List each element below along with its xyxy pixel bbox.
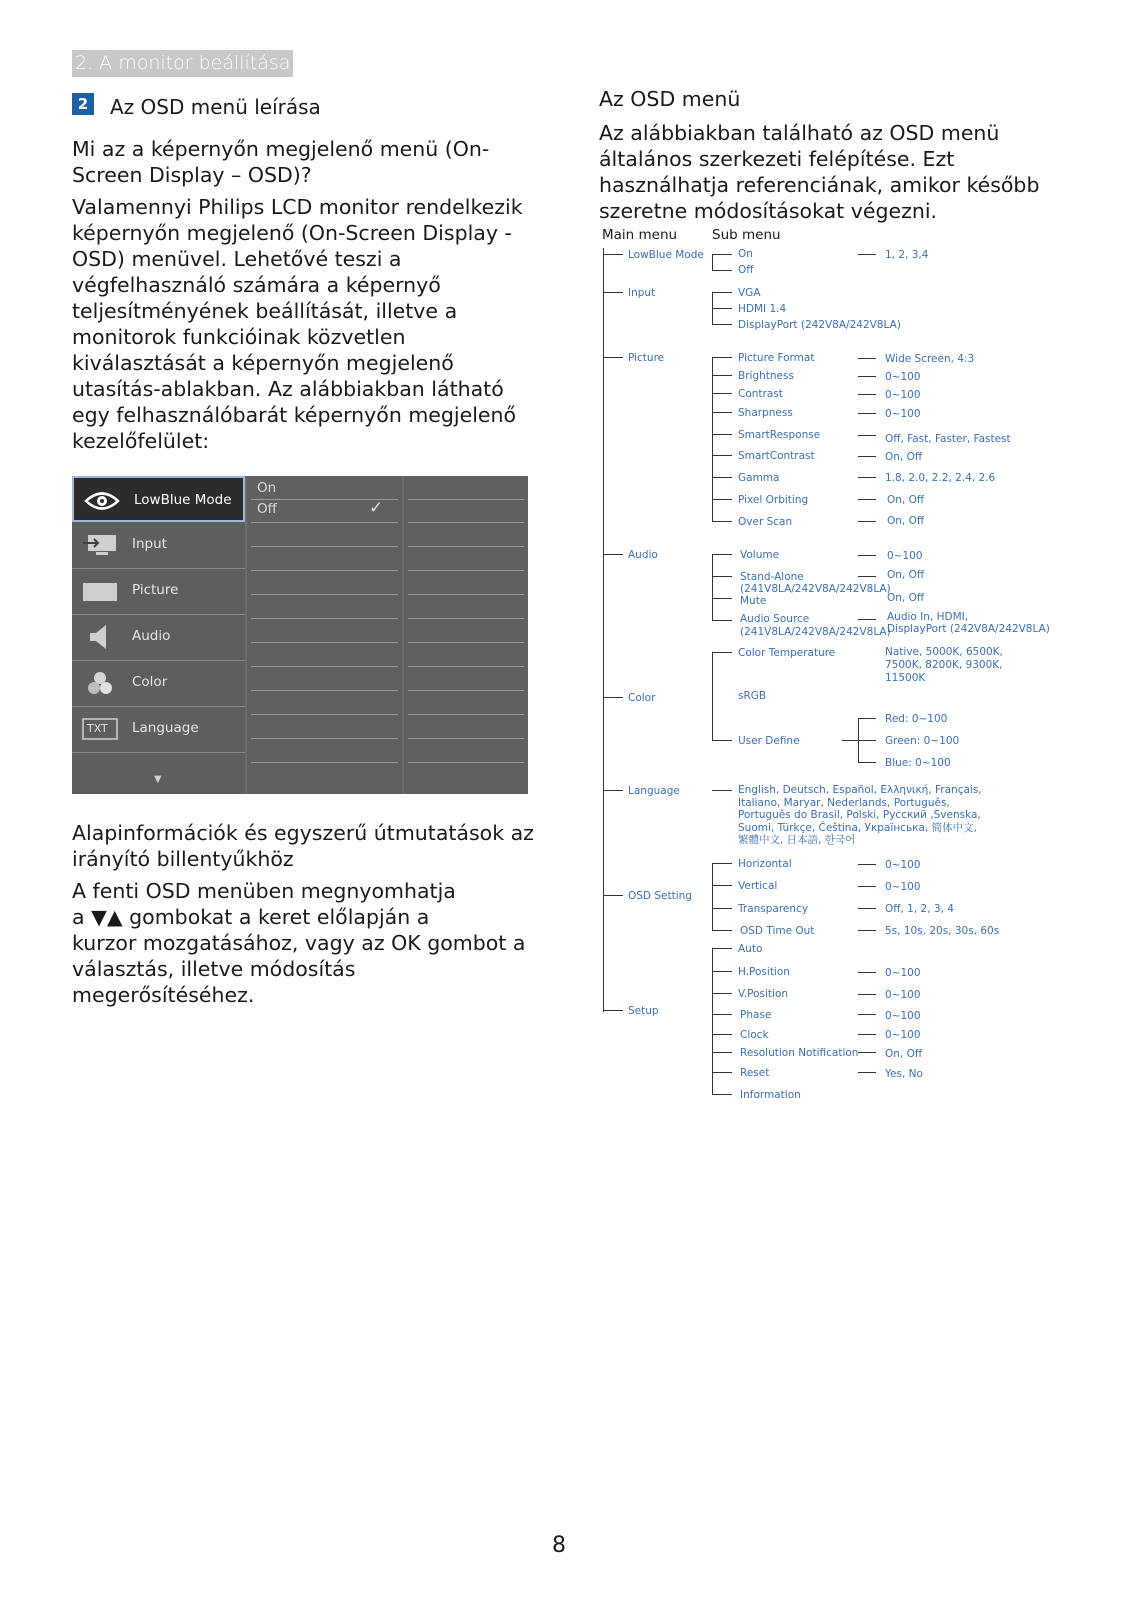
tree-color-value: Green: 0~100 <box>885 735 960 747</box>
tree-picture-item: Contrast <box>738 388 783 400</box>
tree-audio-item: Mute <box>740 595 767 607</box>
tree-picture-value: 0~100 <box>885 408 921 420</box>
speaker-icon <box>82 624 118 650</box>
tree-setup-value: 0~100 <box>885 1029 921 1041</box>
tree-picture-value: 1.8, 2.0, 2.2, 2.4, 2.6 <box>885 472 996 484</box>
basics-line-2: a ▼▲ gombokat a keret előlapján a <box>72 905 430 929</box>
eye-icon <box>84 488 120 514</box>
chapter-header: 2. A monitor beállítása <box>72 50 293 77</box>
tree-picture-item: Brightness <box>738 370 794 382</box>
basics-line-1: A fenti OSD menüben megnyomhatja <box>72 879 456 903</box>
tree-color-item: User Define <box>738 735 800 747</box>
tree-picture-item: SmartResponse <box>738 429 821 441</box>
tree-language-list: English, Deutsch, Español, Ελληνική, Français, <box>738 784 982 796</box>
section-number-badge: 2 <box>72 93 94 115</box>
tree-audio-value: DisplayPort (242V8A/242V8LA) <box>887 623 1050 635</box>
osd-item-label: Color <box>132 674 168 690</box>
tree-picture-value: 0~100 <box>885 389 921 401</box>
tree-picture-value: Off, Fast, Faster, Fastest <box>885 433 1011 445</box>
tree-setup-value: 0~100 <box>885 989 921 1001</box>
tree-language: Language <box>628 785 680 797</box>
tree-osd-item: Transparency <box>738 903 809 915</box>
question-heading: Mi az a képernyőn megjelenő menü (On-Screen Display – OSD)? <box>72 137 490 187</box>
tree-picture-item: Over Scan <box>738 516 793 528</box>
osd-option-off: Off <box>257 501 277 517</box>
osd-option-on: On <box>257 480 277 496</box>
tree-setup-value: On, Off <box>885 1048 923 1060</box>
page-number: 8 <box>552 1533 566 1558</box>
tree-osd-setting: OSD Setting <box>628 890 692 902</box>
intro-paragraph: Valamennyi Philips LCD monitor rendelkezik képernyőn megjelenő (On-Screen Display - OSD) menüvel. Lehetővé teszi a végfelhasználó számára a képernyő teljesítményének beállítását, illetve a monitorok funkcióinak közvetlen kiválasztását a képernyőn megjelenő utasítás-ablakban. Az alábbiakban látható egy felhasználóbarát képernyőn megjelenő kezelőfelület: <box>72 195 523 453</box>
check-icon: ✓ <box>369 498 384 518</box>
osd-menu-title: Az OSD menü <box>599 87 741 111</box>
basics-heading: Alapinformációk és egyszerű útmutatások az irányító billentyűkhöz <box>72 821 534 871</box>
tree-setup-value: 0~100 <box>885 967 921 979</box>
tree-setup-item: Information <box>740 1089 801 1101</box>
tree-input-hdmi: HDMI 1.4 <box>738 303 787 315</box>
tree-input-vga: VGA <box>738 287 761 299</box>
osd-item-input <box>72 522 245 569</box>
tree-language-list: Suomi, Türkçe, Čeština, Українська, 简体中文, <box>738 822 977 834</box>
basics-line-3: kurzor mozgatásához, vagy az OK gombot a választás, illetve módosítás megerősítéséhez. <box>72 931 526 1007</box>
tree-audio-item-note: (241V8LA/242V8A/242V8LA) <box>740 626 891 638</box>
tree-picture-value: Wide Screen, 4:3 <box>885 353 975 365</box>
osd-screenshot <box>72 476 528 794</box>
tree-osd-item: OSD Time Out <box>740 925 815 937</box>
tree-audio-item: Audio Source <box>740 613 810 625</box>
tree-language-list: Italiano, Maryar, Nederlands, Português, <box>738 797 950 809</box>
tree-picture-item: Pixel Orbiting <box>738 494 809 506</box>
tree-language-list: 繁體中文, 日本語, 한국어 <box>738 834 856 846</box>
osd-value-column <box>404 476 528 794</box>
osd-menu-intro: Az alábbiakban található az OSD menü általános szerkezeti felépítése. Ezt használhatja referenciának, amikor később szeretne módosításokat végezni. <box>599 121 1040 223</box>
tree-input-dp: DisplayPort (242V8A/242V8LA) <box>738 319 901 331</box>
txt-icon <box>82 716 118 742</box>
tree-osd-value: 0~100 <box>885 859 921 871</box>
svg-text:TXT: TXT <box>87 722 108 735</box>
tree-audio-item-note: (241V8LA/242V8A/242V8LA) <box>740 583 891 595</box>
color-circles-icon <box>82 670 118 696</box>
tree-setup-item: H.Position <box>738 966 790 978</box>
osd-item-label: Language <box>132 720 199 736</box>
osd-item-color <box>72 660 245 707</box>
tree-osd-item: Horizontal <box>738 858 792 870</box>
tree-lowblue-val: 1, 2, 3,4 <box>885 249 929 261</box>
tree-picture-item: Sharpness <box>738 407 793 419</box>
tree-osd-value: 0~100 <box>885 881 921 893</box>
tree-setup-item: V.Position <box>738 988 789 1000</box>
tree-picture: Picture <box>628 352 665 364</box>
tree-setup: Setup <box>628 1005 659 1017</box>
tree-color-value: 7500K, 8200K, 9300K, <box>885 659 1003 671</box>
arrow-keys-icon: ▼▲ <box>91 905 123 929</box>
osd-item-audio <box>72 614 245 661</box>
tree-audio-value: On, Off <box>887 592 925 604</box>
tree-setup-value: Yes, No <box>885 1068 923 1080</box>
tree-picture-item: Picture Format <box>738 352 815 364</box>
tree-picture-value: On, Off <box>885 451 923 463</box>
osd-item-label: LowBlue Mode <box>134 492 232 508</box>
tree-lowblue-off: Off <box>738 264 754 276</box>
tree-color-value: Blue: 0~100 <box>885 757 951 769</box>
section-title: Az OSD menü leírása <box>110 95 321 119</box>
tree-setup-item: Resolution Notification <box>740 1047 859 1059</box>
tree-picture-item: Gamma <box>738 472 780 484</box>
picture-icon <box>82 578 118 604</box>
tree-setup-value: 0~100 <box>885 1010 921 1022</box>
tree-audio-value: 0~100 <box>887 550 923 562</box>
osd-item-label: Picture <box>132 582 179 598</box>
tree-lowblue: LowBlue Mode <box>628 249 704 261</box>
tree-audio-item: Stand-Alone <box>740 571 804 583</box>
tree-setup-item: Clock <box>740 1029 769 1041</box>
tree-osd-item: Vertical <box>738 880 778 892</box>
osd-item-picture <box>72 568 245 615</box>
tree-color-item: sRGB <box>738 690 767 702</box>
tree-setup-item: Phase <box>740 1009 772 1021</box>
tree-color-value: 11500K <box>885 672 926 684</box>
tree-setup-item: Reset <box>740 1067 770 1079</box>
tree-color-value: Red: 0~100 <box>885 713 948 725</box>
tree-input: Input <box>628 287 656 299</box>
osd-item-label: Audio <box>132 628 171 644</box>
tree-color-value: Native, 5000K, 6500K, <box>885 646 1003 658</box>
tree-language-list: Português do Brasil, Polski, Русский ,Svenska, <box>738 809 981 821</box>
osd-item-label: Input <box>132 536 167 552</box>
header-sub-menu: Sub menu <box>712 227 781 243</box>
tree-osd-value: 5s, 10s, 20s, 30s, 60s <box>885 925 1000 937</box>
osd-main-menu <box>72 476 245 794</box>
tree-audio-value: Audio In, HDMI, <box>887 611 969 623</box>
osd-item-lowblue <box>72 476 245 522</box>
tree-lowblue-on: On <box>738 248 753 260</box>
tree-picture-value: On, Off <box>887 515 925 527</box>
tree-audio: Audio <box>628 549 658 561</box>
tree-audio-value: On, Off <box>887 569 925 581</box>
osd-item-language <box>72 706 245 753</box>
osd-sub-menu <box>247 476 402 794</box>
scroll-down-icon: ▼ <box>154 774 162 785</box>
tree-color: Color <box>628 692 656 704</box>
header-main-menu: Main menu <box>602 227 678 243</box>
tree-color-item: Color Temperature <box>738 647 836 659</box>
input-icon <box>82 532 118 558</box>
tree-audio-item: Volume <box>740 549 780 561</box>
tree-picture-value: On, Off <box>887 494 925 506</box>
tree-osd-value: Off, 1, 2, 3, 4 <box>885 903 954 915</box>
tree-setup-item: Auto <box>738 943 763 955</box>
tree-picture-item: SmartContrast <box>738 450 815 462</box>
tree-picture-value: 0~100 <box>885 371 921 383</box>
